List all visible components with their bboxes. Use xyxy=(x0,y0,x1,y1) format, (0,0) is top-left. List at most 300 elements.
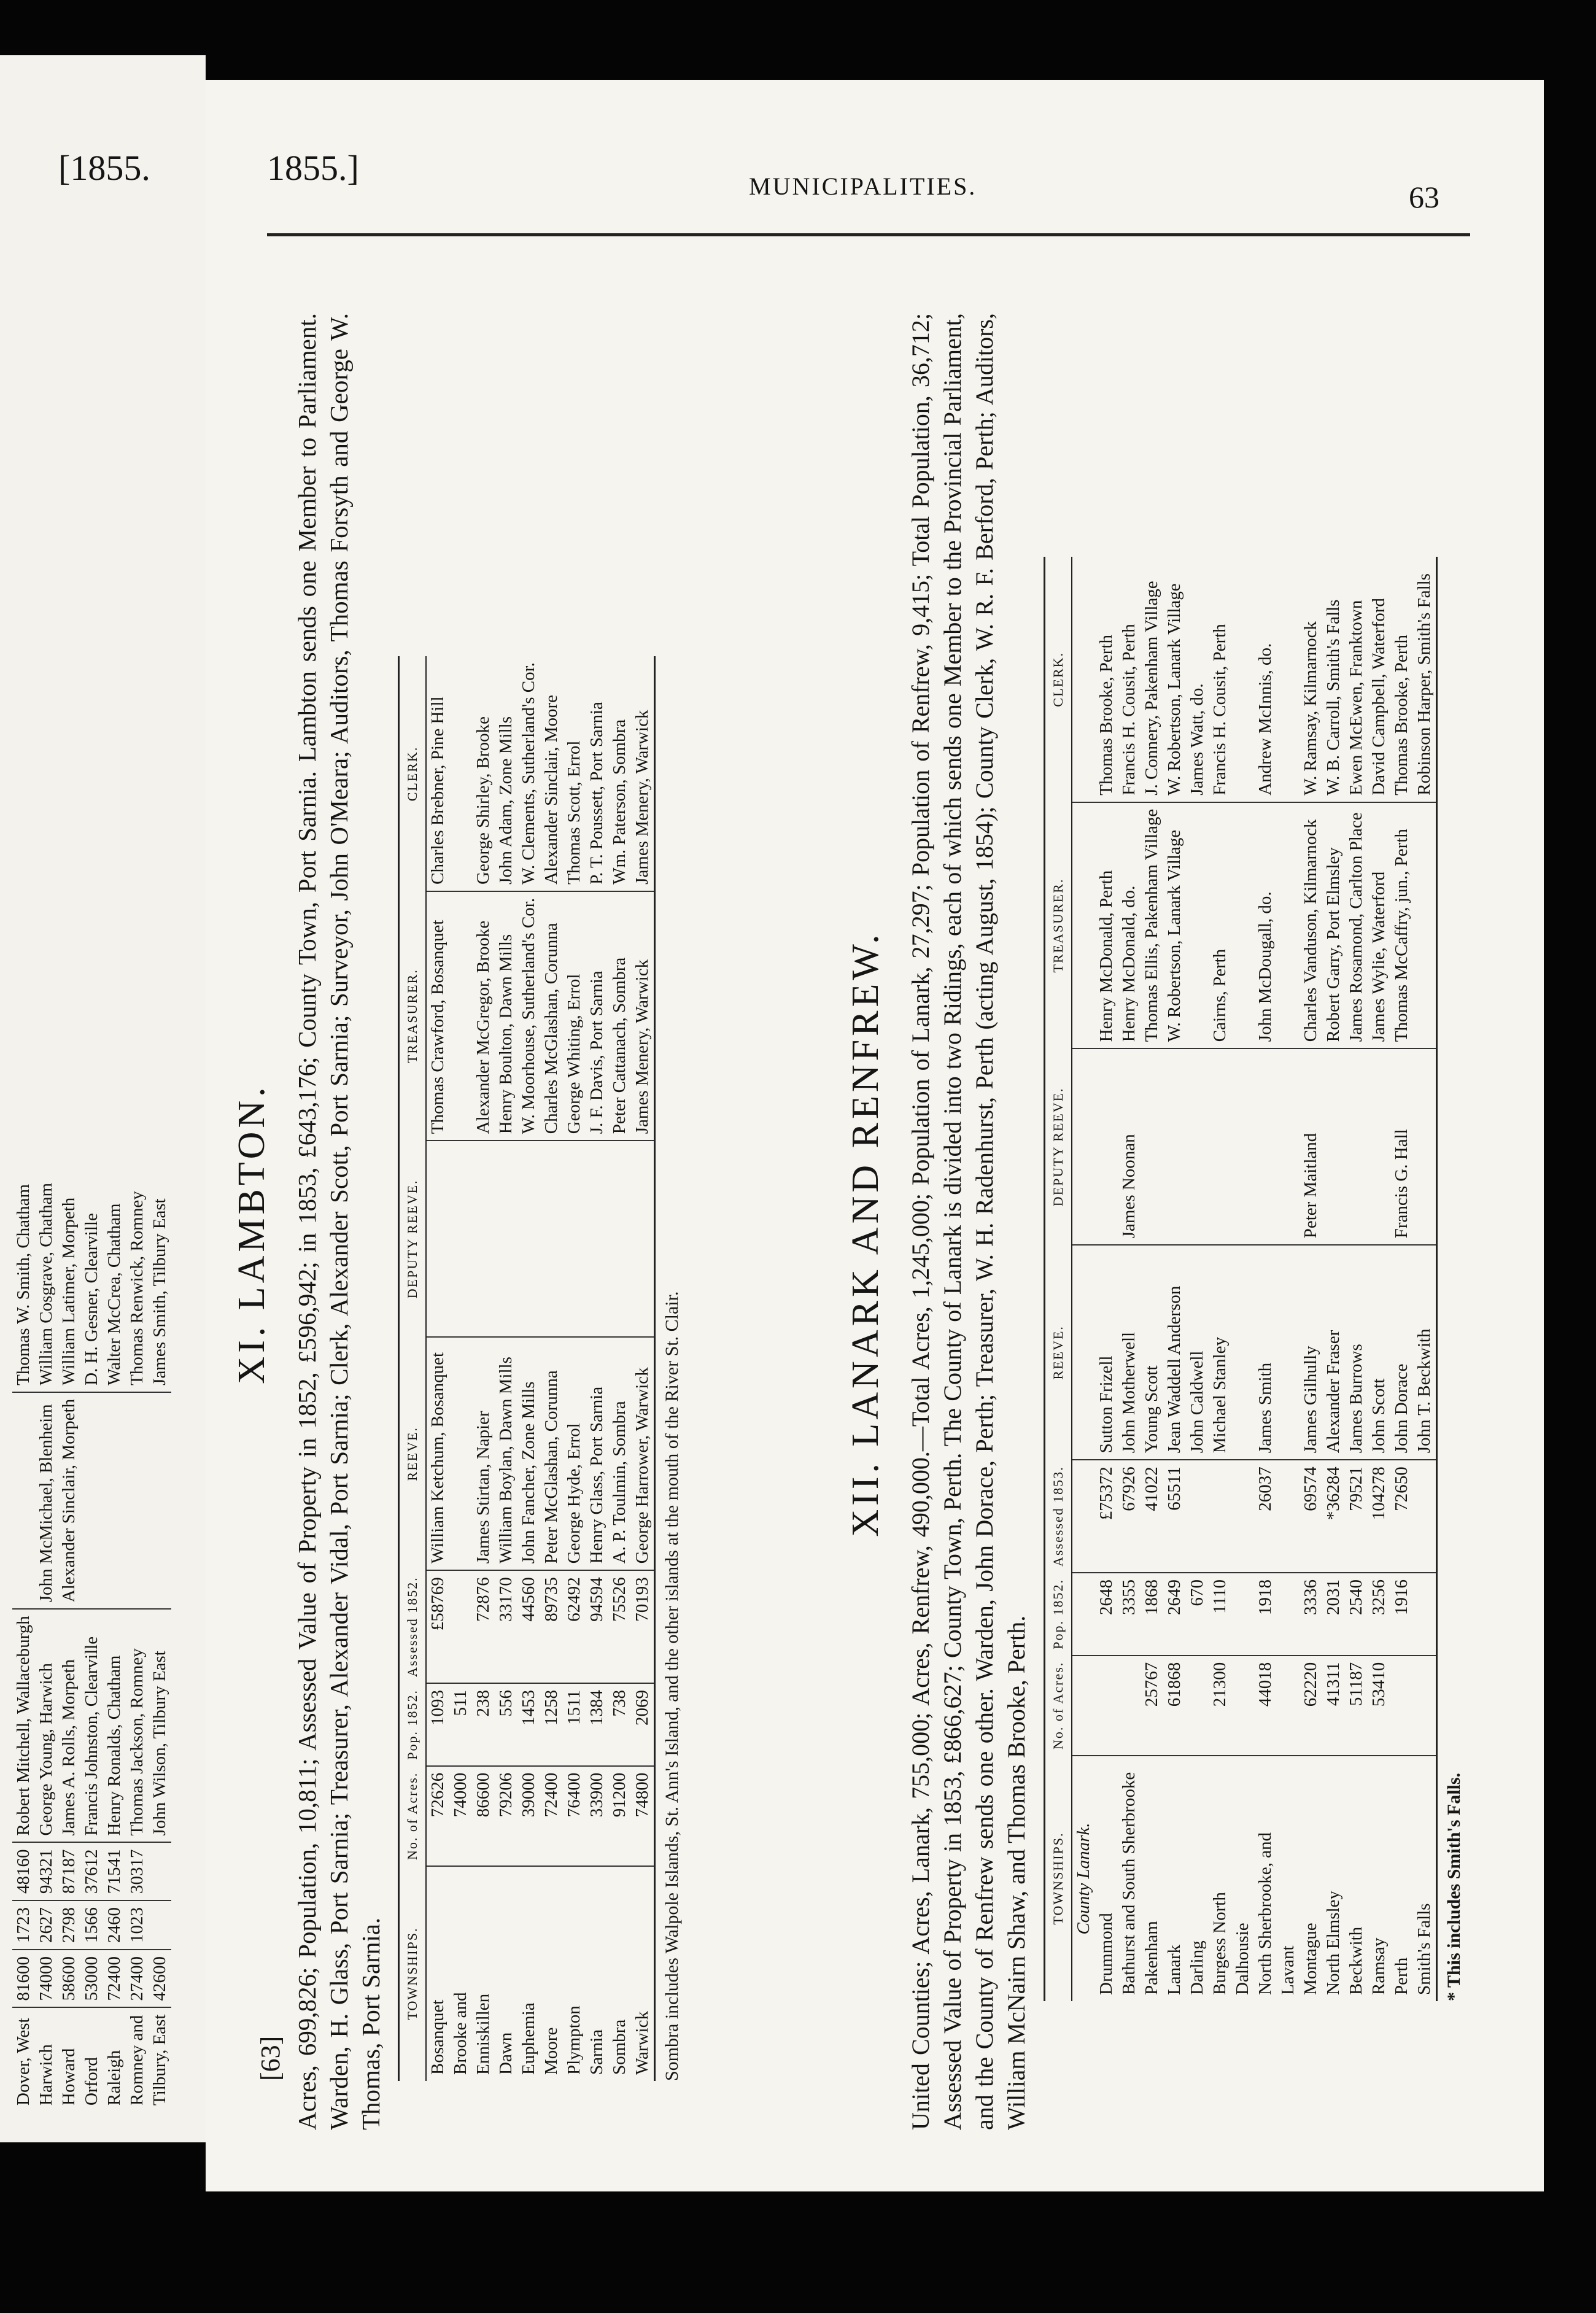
cell-clerk: P. T. Poussett, Port Sarnia xyxy=(586,656,608,891)
col-townships: TOWNSHIPS. xyxy=(1045,1756,1072,2001)
cell-treasurer xyxy=(1186,802,1209,1049)
col-pop: Pop. 1852. xyxy=(399,1683,427,1766)
table-row xyxy=(1209,557,1231,2001)
lanark-table xyxy=(1044,557,1438,2001)
cell-reeve: Henry Ronalds, Chatham xyxy=(103,1609,126,1842)
cell-acres xyxy=(1231,1656,1254,1756)
table-row xyxy=(495,656,517,2081)
cell-reeve: William Ketchum, Bosanquet xyxy=(426,1337,449,1570)
cell-clerk: Ewen McEwen, Franktown xyxy=(1345,557,1368,802)
cell-deputy xyxy=(80,1392,103,1609)
cell-treasurer: Henry McDonald, do. xyxy=(1118,802,1141,1049)
cell-deputy xyxy=(1186,1048,1209,1245)
cell-treasurer xyxy=(1413,802,1437,1049)
table-row xyxy=(1141,557,1163,2001)
table-row xyxy=(12,1177,35,2112)
cell-assessed xyxy=(1231,1460,1254,1573)
col-acres: No. of Acres. xyxy=(1045,1656,1072,1756)
cell-treasurer: Thomas Ellis, Pakenham Village xyxy=(1141,802,1163,1049)
cell-assessed: 87187 xyxy=(58,1842,80,1900)
cell-deputy xyxy=(631,1141,655,1337)
cell-treasurer xyxy=(449,891,472,1141)
lambton-note: Sombra includes Walpole Islands, St. Ann's Island, and the other islands at the mouth of the River St. Clair. xyxy=(662,1291,682,2081)
cell-deputy xyxy=(12,1392,35,1609)
cell-treasurer: James Wylie, Waterford xyxy=(1368,802,1390,1049)
cell-clerk: Robinson Harper, Smith's Falls xyxy=(1413,557,1437,802)
table-row xyxy=(1368,557,1390,2001)
lambton-table-wrap xyxy=(398,313,683,2081)
table-row xyxy=(1163,557,1186,2001)
header-rule xyxy=(267,233,1470,236)
table-row xyxy=(449,656,472,2081)
lanark-intro: United Counties; Acres, Lanark, 755,000; Acres, Renfrew, 490,000.—Total Acres, 1,245,000; Population of Lanark, 27,297; Population of Renfrew, 9,415; Total Population, 36,712; Assessed Value of Property in 1853, £866,627; County Town, Perth. The County of Lanark is divided into two Ridings, each of which sends one Member to the Provincial Parliament, and the County of Renfrew sends one other. Warden, John Dorace, Perth; Treasurer, W. H. Radenhurst, Perth (acting August, 1854); County Clerk, W. R. F. Berford, Perth; Auditors, William McNairn Shaw, and Thomas Brooke, Perth. xyxy=(907,313,1030,2130)
cell-deputy xyxy=(126,1392,149,1609)
cell-assessed: 72650 xyxy=(1390,1460,1413,1573)
signature-mark: [63] xyxy=(255,2036,285,2081)
cell-township: Lanark xyxy=(1164,1944,1184,1995)
cell-reeve: Michael Stanley xyxy=(1209,1245,1231,1460)
cell-acres: 27400 xyxy=(126,1950,149,2008)
cell-pop: 2031 xyxy=(1322,1573,1345,1656)
rotated-content xyxy=(218,313,1495,2155)
col-treasurer: TREASURER. xyxy=(399,891,427,1141)
cell-acres xyxy=(1413,1656,1437,1756)
cell-deputy xyxy=(1209,1048,1231,1245)
section-lambton xyxy=(218,313,683,2155)
lanark-subhead-row xyxy=(1072,557,1095,2001)
cell-deputy: John McMichael, Blenheim xyxy=(35,1392,58,1609)
cell-assessed: 30317 xyxy=(126,1842,149,1900)
cell-deputy: Francis G. Hall xyxy=(1390,1048,1413,1245)
cell-clerk: Walter McCrea, Chatham xyxy=(103,1177,126,1392)
cell-assessed: 69574 xyxy=(1300,1460,1322,1573)
lanark-rows xyxy=(1095,557,1437,2001)
section-lanark-renfrew xyxy=(844,313,1465,2155)
cell-assessed: 41022 xyxy=(1141,1460,1163,1573)
cell-pop: 1384 xyxy=(586,1683,608,1766)
cell-deputy xyxy=(1322,1048,1345,1245)
table-row xyxy=(1095,557,1118,2001)
cell-pop: 2648 xyxy=(1095,1573,1118,1656)
cell-pop: 1723 xyxy=(12,1900,35,1950)
cell-pop: 2627 xyxy=(35,1900,58,1950)
cell-acres xyxy=(1277,1656,1300,1756)
cell-reeve xyxy=(1277,1245,1300,1460)
cell-assessed: 94594 xyxy=(586,1570,608,1683)
cell-acres: 41311 xyxy=(1322,1656,1345,1756)
col-reeve: REEVE. xyxy=(1045,1245,1072,1460)
cell-acres: 39000 xyxy=(517,1766,540,1866)
lambton-table xyxy=(398,656,656,2081)
cell-township: Pakenham xyxy=(1142,1921,1161,1995)
cell-pop: 1093 xyxy=(426,1683,449,1766)
lambton-rows xyxy=(426,656,655,2081)
cell-deputy xyxy=(103,1392,126,1609)
cell-treasurer: Henry Boulton, Dawn Mills xyxy=(495,891,517,1141)
cell-deputy: Peter Maitland xyxy=(1300,1048,1322,1245)
cell-pop: 670 xyxy=(1186,1573,1209,1656)
table-row xyxy=(517,656,540,2081)
cell-deputy xyxy=(1163,1048,1186,1245)
cell-deputy xyxy=(1254,1048,1277,1245)
cell-clerk: John Adam, Zone Mills xyxy=(495,656,517,891)
table-row xyxy=(1254,557,1277,2001)
cell-clerk: James Watt, do. xyxy=(1186,557,1209,802)
cell-clerk: William Latimer, Morpeth xyxy=(58,1177,80,1392)
cell-township: Euphemia xyxy=(519,2002,538,2075)
cell-township: Plympton xyxy=(564,2005,584,2075)
cell-treasurer: James Menery, Warwick xyxy=(631,891,655,1141)
table-row xyxy=(126,1177,149,2112)
cell-pop: 1868 xyxy=(1141,1573,1163,1656)
cell-acres: 76400 xyxy=(563,1766,586,1866)
cell-township: Montague xyxy=(1301,1923,1320,1995)
cell-deputy xyxy=(563,1141,586,1337)
cell-clerk: Francis H. Cousit, Perth xyxy=(1118,557,1141,802)
page-number: 63 xyxy=(1409,180,1439,214)
table-row xyxy=(608,656,631,2081)
cell-reeve: John Wilson, Tilbury East xyxy=(149,1609,171,1842)
cell-pop: 1258 xyxy=(540,1683,563,1766)
cell-acres: 74000 xyxy=(35,1950,58,2008)
cell-clerk: Thomas Scott, Errol xyxy=(563,656,586,891)
cell-clerk xyxy=(1277,557,1300,802)
cell-treasurer: George Whiting, Errol xyxy=(563,891,586,1141)
col-acres: No. of Acres. xyxy=(399,1766,427,1866)
cell-pop: 556 xyxy=(495,1683,517,1766)
cell-township: Romney and xyxy=(127,2015,147,2106)
table-row xyxy=(1300,557,1322,2001)
cell-pop: 3336 xyxy=(1300,1573,1322,1656)
county-lanark-subhead: County Lanark. xyxy=(1074,1823,1093,1935)
cell-deputy xyxy=(449,1141,472,1337)
table-row xyxy=(58,1177,80,2112)
cell-assessed xyxy=(1186,1460,1209,1573)
table-row xyxy=(103,1177,126,2112)
cell-reeve: William Boylan, Dawn Mills xyxy=(495,1337,517,1570)
cell-reeve: Robert Mitchell, Wallaceburgh xyxy=(12,1609,35,1842)
cell-township: Dover, West xyxy=(14,2018,33,2106)
cell-reeve: James Gilhully xyxy=(1300,1245,1322,1460)
cell-assessed: 65511 xyxy=(1163,1460,1186,1573)
cell-treasurer: John McDougall, do. xyxy=(1254,802,1277,1049)
cell-treasurer: Charles Vanduson, Kilmarnock xyxy=(1300,802,1322,1049)
cell-deputy xyxy=(586,1141,608,1337)
cell-reeve: Jean Waddell Anderson xyxy=(1163,1245,1186,1460)
cell-pop: 3355 xyxy=(1118,1573,1141,1656)
cell-treasurer: Peter Cattanach, Sombra xyxy=(608,891,631,1141)
lanark-footnote: * This includes Smith's Falls. xyxy=(1444,1772,1464,2001)
cell-acres: 61868 xyxy=(1163,1656,1186,1756)
cell-acres: 53410 xyxy=(1368,1656,1390,1756)
cell-acres: 72626 xyxy=(426,1766,449,1866)
cell-assessed xyxy=(449,1570,472,1683)
table-row xyxy=(586,656,608,2081)
cell-assessed: £75372 xyxy=(1095,1460,1118,1573)
cell-reeve: Peter McGlashan, Corunna xyxy=(540,1337,563,1570)
cell-clerk: Thomas Renwick, Romney xyxy=(126,1177,149,1392)
cell-clerk: Thomas Brooke, Perth xyxy=(1095,557,1118,802)
cell-reeve: John Scott xyxy=(1368,1245,1390,1460)
cell-pop: 3256 xyxy=(1368,1573,1390,1656)
cell-deputy xyxy=(149,1392,171,1609)
cell-treasurer: W. Robertson, Lanark Village xyxy=(1163,802,1186,1049)
cell-reeve: James Smith xyxy=(1254,1245,1277,1460)
cell-acres: 21300 xyxy=(1209,1656,1231,1756)
col-treasurer: TREASURER. xyxy=(1045,802,1072,1049)
cell-reeve: John Motherwell xyxy=(1118,1245,1141,1460)
cell-pop: 2460 xyxy=(103,1900,126,1950)
cell-acres: 53000 xyxy=(80,1950,103,2008)
cell-township: Ramsay xyxy=(1369,1937,1389,1995)
cell-township: Sarnia xyxy=(587,2029,606,2075)
cell-reeve: Thomas Jackson, Romney xyxy=(126,1609,149,1842)
cell-treasurer: J. F. Davis, Port Sarnia xyxy=(586,891,608,1141)
cell-clerk: Wm. Paterson, Sombra xyxy=(608,656,631,891)
cell-assessed xyxy=(1277,1460,1300,1573)
cell-acres: 51187 xyxy=(1345,1656,1368,1756)
cell-reeve: Young Scott xyxy=(1141,1245,1163,1460)
table-row xyxy=(35,1177,58,2112)
cell-reeve: John Fancher, Zone Mills xyxy=(517,1337,540,1570)
previous-page-header: [1855. xyxy=(58,148,150,188)
col-clerk: CLERK. xyxy=(1045,557,1072,802)
cell-acres: 79206 xyxy=(495,1766,517,1866)
cell-reeve: A. P. Toulmin, Sombra xyxy=(608,1337,631,1570)
cell-pop: 1023 xyxy=(126,1900,149,1950)
cell-reeve: James A. Rolls, Morpeth xyxy=(58,1609,80,1842)
cell-clerk: David Campbell, Waterford xyxy=(1368,557,1390,802)
cell-pop: 238 xyxy=(472,1683,495,1766)
cell-clerk xyxy=(1231,557,1254,802)
cell-treasurer xyxy=(1231,802,1254,1049)
cell-acres: 86600 xyxy=(472,1766,495,1866)
cell-assessed: 48160 xyxy=(12,1842,35,1900)
cell-pop: 1916 xyxy=(1390,1573,1413,1656)
cell-reeve: John Dorace xyxy=(1390,1245,1413,1460)
lanark-title: XII. LANARK AND RENFREW. xyxy=(845,931,886,1537)
cell-acres: 62220 xyxy=(1300,1656,1322,1756)
cell-clerk: Thomas Brooke, Perth xyxy=(1390,557,1413,802)
cell-deputy xyxy=(1345,1048,1368,1245)
col-deputy-reeve: DEPUTY REEVE. xyxy=(399,1141,427,1337)
cell-clerk: James Smith, Tilbury East xyxy=(149,1177,171,1392)
cell-township: Orford xyxy=(82,2057,101,2106)
cell-clerk: W. B. Carroll, Smith's Falls xyxy=(1322,557,1345,802)
previous-page xyxy=(0,55,206,2142)
cell-reeve: James Stirtan, Napier xyxy=(472,1337,495,1570)
page-year: 1855.] xyxy=(267,148,359,188)
table-row xyxy=(1390,557,1413,2001)
cell-assessed xyxy=(1413,1460,1437,1573)
cell-acres xyxy=(1390,1656,1413,1756)
col-clerk: CLERK. xyxy=(399,656,427,891)
table-row xyxy=(1118,557,1141,2001)
cell-deputy xyxy=(495,1141,517,1337)
cell-deputy: James Noonan xyxy=(1118,1048,1141,1245)
cell-pop: 2069 xyxy=(631,1683,655,1766)
lambton-header-row xyxy=(399,656,427,2081)
cell-clerk: W. Robertson, Lanark Village xyxy=(1163,557,1186,802)
cell-pop xyxy=(1231,1573,1254,1656)
cell-acres: 25767 xyxy=(1141,1656,1163,1756)
cell-assessed: 75526 xyxy=(608,1570,631,1683)
cell-township: Dawn xyxy=(496,2032,516,2075)
table-row xyxy=(426,656,449,2081)
cell-acres: 81600 xyxy=(12,1950,35,2008)
cell-township: Smith's Falls xyxy=(1414,1903,1434,1995)
cell-reeve: John Caldwell xyxy=(1186,1245,1209,1460)
col-reeve: REEVE. xyxy=(399,1337,427,1570)
cell-acres: 42600 xyxy=(149,1950,171,2008)
cell-clerk: George Shirley, Brooke xyxy=(472,656,495,891)
cell-deputy xyxy=(472,1141,495,1337)
cell-treasurer: Alexander McGregor, Brooke xyxy=(472,891,495,1141)
col-pop: Pop. 1852. xyxy=(1045,1573,1072,1656)
cell-township: Bosanquet xyxy=(428,1999,447,2075)
cell-assessed: 89735 xyxy=(540,1570,563,1683)
cell-township: Perth xyxy=(1392,1957,1411,1995)
cell-pop xyxy=(1413,1573,1437,1656)
cell-township: Howard xyxy=(59,2048,79,2106)
cell-pop: 511 xyxy=(449,1683,472,1766)
cell-acres: 74000 xyxy=(449,1766,472,1866)
cell-reeve: George Hyde, Errol xyxy=(563,1337,586,1570)
previous-page-rows xyxy=(12,1177,171,2112)
cell-township: Dalhousie xyxy=(1233,1923,1252,1995)
lanark-table-wrap xyxy=(1044,313,1465,2001)
cell-pop: 1511 xyxy=(563,1683,586,1766)
cell-reeve: John T. Beckwith xyxy=(1413,1245,1437,1460)
table-row xyxy=(149,1177,171,2112)
cell-treasurer: W. Moorhouse, Sutherland's Cor. xyxy=(517,891,540,1141)
table-row xyxy=(472,656,495,2081)
table-row xyxy=(563,656,586,2081)
cell-township: Burgess North xyxy=(1210,1892,1230,1995)
cell-pop: 2798 xyxy=(58,1900,80,1950)
cell-treasurer: Cairns, Perth xyxy=(1209,802,1231,1049)
cell-reeve: Henry Glass, Port Sarnia xyxy=(586,1337,608,1570)
cell-assessed: 37612 xyxy=(80,1842,103,1900)
cell-pop: 2649 xyxy=(1163,1573,1186,1656)
cell-pop xyxy=(149,1900,171,1950)
running-title: MUNICIPALITIES. xyxy=(749,172,977,200)
cell-clerk: W. Ramsay, Kilmarnock xyxy=(1300,557,1322,802)
cell-pop: 1453 xyxy=(517,1683,540,1766)
cell-deputy xyxy=(1141,1048,1163,1245)
table-row xyxy=(1231,557,1254,2001)
cell-deputy: Alexander Sinclair, Morpeth xyxy=(58,1392,80,1609)
table-row xyxy=(80,1177,103,2112)
cell-assessed: 104278 xyxy=(1368,1460,1390,1573)
cell-acres: 58600 xyxy=(58,1950,80,2008)
cell-acres: 44018 xyxy=(1254,1656,1277,1756)
cell-treasurer: Thomas Crawford, Bosanquet xyxy=(426,891,449,1141)
cell-treasurer: Thomas McCaffry, jun., Perth xyxy=(1390,802,1413,1049)
lambton-title: XI. LAMBTON. xyxy=(231,1083,273,1384)
cell-assessed: 79521 xyxy=(1345,1460,1368,1573)
cell-assessed xyxy=(149,1842,171,1900)
cell-treasurer: Henry McDonald, Perth xyxy=(1095,802,1118,1049)
cell-township: Raleigh xyxy=(104,2050,124,2106)
cell-township: Beckwith xyxy=(1346,1926,1366,1995)
cell-reeve: James Burrows xyxy=(1345,1245,1368,1460)
cell-assessed: 72876 xyxy=(472,1570,495,1683)
cell-deputy xyxy=(1368,1048,1390,1245)
cell-reeve xyxy=(1231,1245,1254,1460)
cell-acres: 33900 xyxy=(586,1766,608,1866)
cell-assessed: 70193 xyxy=(631,1570,655,1683)
cell-clerk: Andrew McInnis, do. xyxy=(1254,557,1277,802)
cell-deputy xyxy=(426,1141,449,1337)
cell-reeve xyxy=(449,1337,472,1570)
cell-treasurer: Charles McGlashan, Corunna xyxy=(540,891,563,1141)
table-row xyxy=(1322,557,1345,2001)
cell-township: Brooke and xyxy=(451,1992,470,2075)
cell-deputy xyxy=(540,1141,563,1337)
cell-township: Harwich xyxy=(36,2044,56,2106)
cell-reeve: Francis Johnston, Clearville xyxy=(80,1609,103,1842)
cell-pop: 1566 xyxy=(80,1900,103,1950)
cell-deputy xyxy=(1413,1048,1437,1245)
cell-township: Drummond xyxy=(1096,1913,1116,1995)
cell-township: North Elmsley xyxy=(1323,1891,1343,1995)
cell-township: Enniskillen xyxy=(473,1993,493,2075)
cell-treasurer: James Rosamond, Carlton Place xyxy=(1345,802,1368,1049)
lanark-header-row xyxy=(1045,557,1072,2001)
cell-township: Sombra xyxy=(610,2019,629,2075)
cell-clerk: Alexander Sinclair, Moore xyxy=(540,656,563,891)
cell-assessed: *36284 xyxy=(1322,1460,1345,1573)
cell-assessed: 26037 xyxy=(1254,1460,1277,1573)
cell-acres xyxy=(1118,1656,1141,1756)
cell-pop xyxy=(1277,1573,1300,1656)
cell-township: Tilbury, East xyxy=(150,2014,169,2106)
cell-clerk: W. Clements, Sutherland's Cor. xyxy=(517,656,540,891)
cell-clerk: Charles Brebner, Pine Hill xyxy=(426,656,449,891)
cell-assessed: 62492 xyxy=(563,1570,586,1683)
col-assessed: Assessed 1852. xyxy=(399,1570,427,1683)
document-page xyxy=(206,80,1544,2191)
cell-deputy xyxy=(1231,1048,1254,1245)
cell-acres xyxy=(1186,1656,1209,1756)
cell-deputy xyxy=(1095,1048,1118,1245)
cell-deputy xyxy=(517,1141,540,1337)
col-assessed: Assessed 1853. xyxy=(1045,1460,1072,1573)
cell-pop: 1110 xyxy=(1209,1573,1231,1656)
cell-acres: 74800 xyxy=(631,1766,655,1866)
cell-acres: 72400 xyxy=(103,1950,126,2008)
cell-pop: 738 xyxy=(608,1683,631,1766)
table-row xyxy=(1345,557,1368,2001)
table-row xyxy=(1186,557,1209,2001)
cell-acres xyxy=(1095,1656,1118,1756)
previous-page-table xyxy=(12,1182,172,2112)
table-row xyxy=(1413,557,1437,2001)
cell-township: Darling xyxy=(1187,1940,1207,1995)
cell-pop: 1918 xyxy=(1254,1573,1277,1656)
col-townships: TOWNSHIPS. xyxy=(399,1866,427,2081)
cell-township: North Sherbrooke, and xyxy=(1255,1832,1275,1995)
cell-assessed: £58769 xyxy=(426,1570,449,1683)
cell-clerk: Thomas W. Smith, Chatham xyxy=(12,1177,35,1392)
cell-deputy xyxy=(608,1141,631,1337)
cell-clerk: J. Connery, Pakenham Village xyxy=(1141,557,1163,802)
cell-assessed: 71541 xyxy=(103,1842,126,1900)
cell-assessed: 67926 xyxy=(1118,1460,1141,1573)
lambton-intro: Acres, 699,826; Population, 10,811; Assessed Value of Property in 1852, £596,942; in 1853, £643,176; County Town, Port Sarnia. Lambton sends one Member to Parliament. Warden, H. Glass, Port Sarnia; Treasurer, Alexander Vidal, Port Sarnia; Clerk, Alexander Scott, Port Sarnia; Surveyor, John O'Meara; Auditors, Thomas Forsyth and George W. Thomas, Port Sarnia. xyxy=(293,313,385,2130)
cell-pop: 2540 xyxy=(1345,1573,1368,1656)
